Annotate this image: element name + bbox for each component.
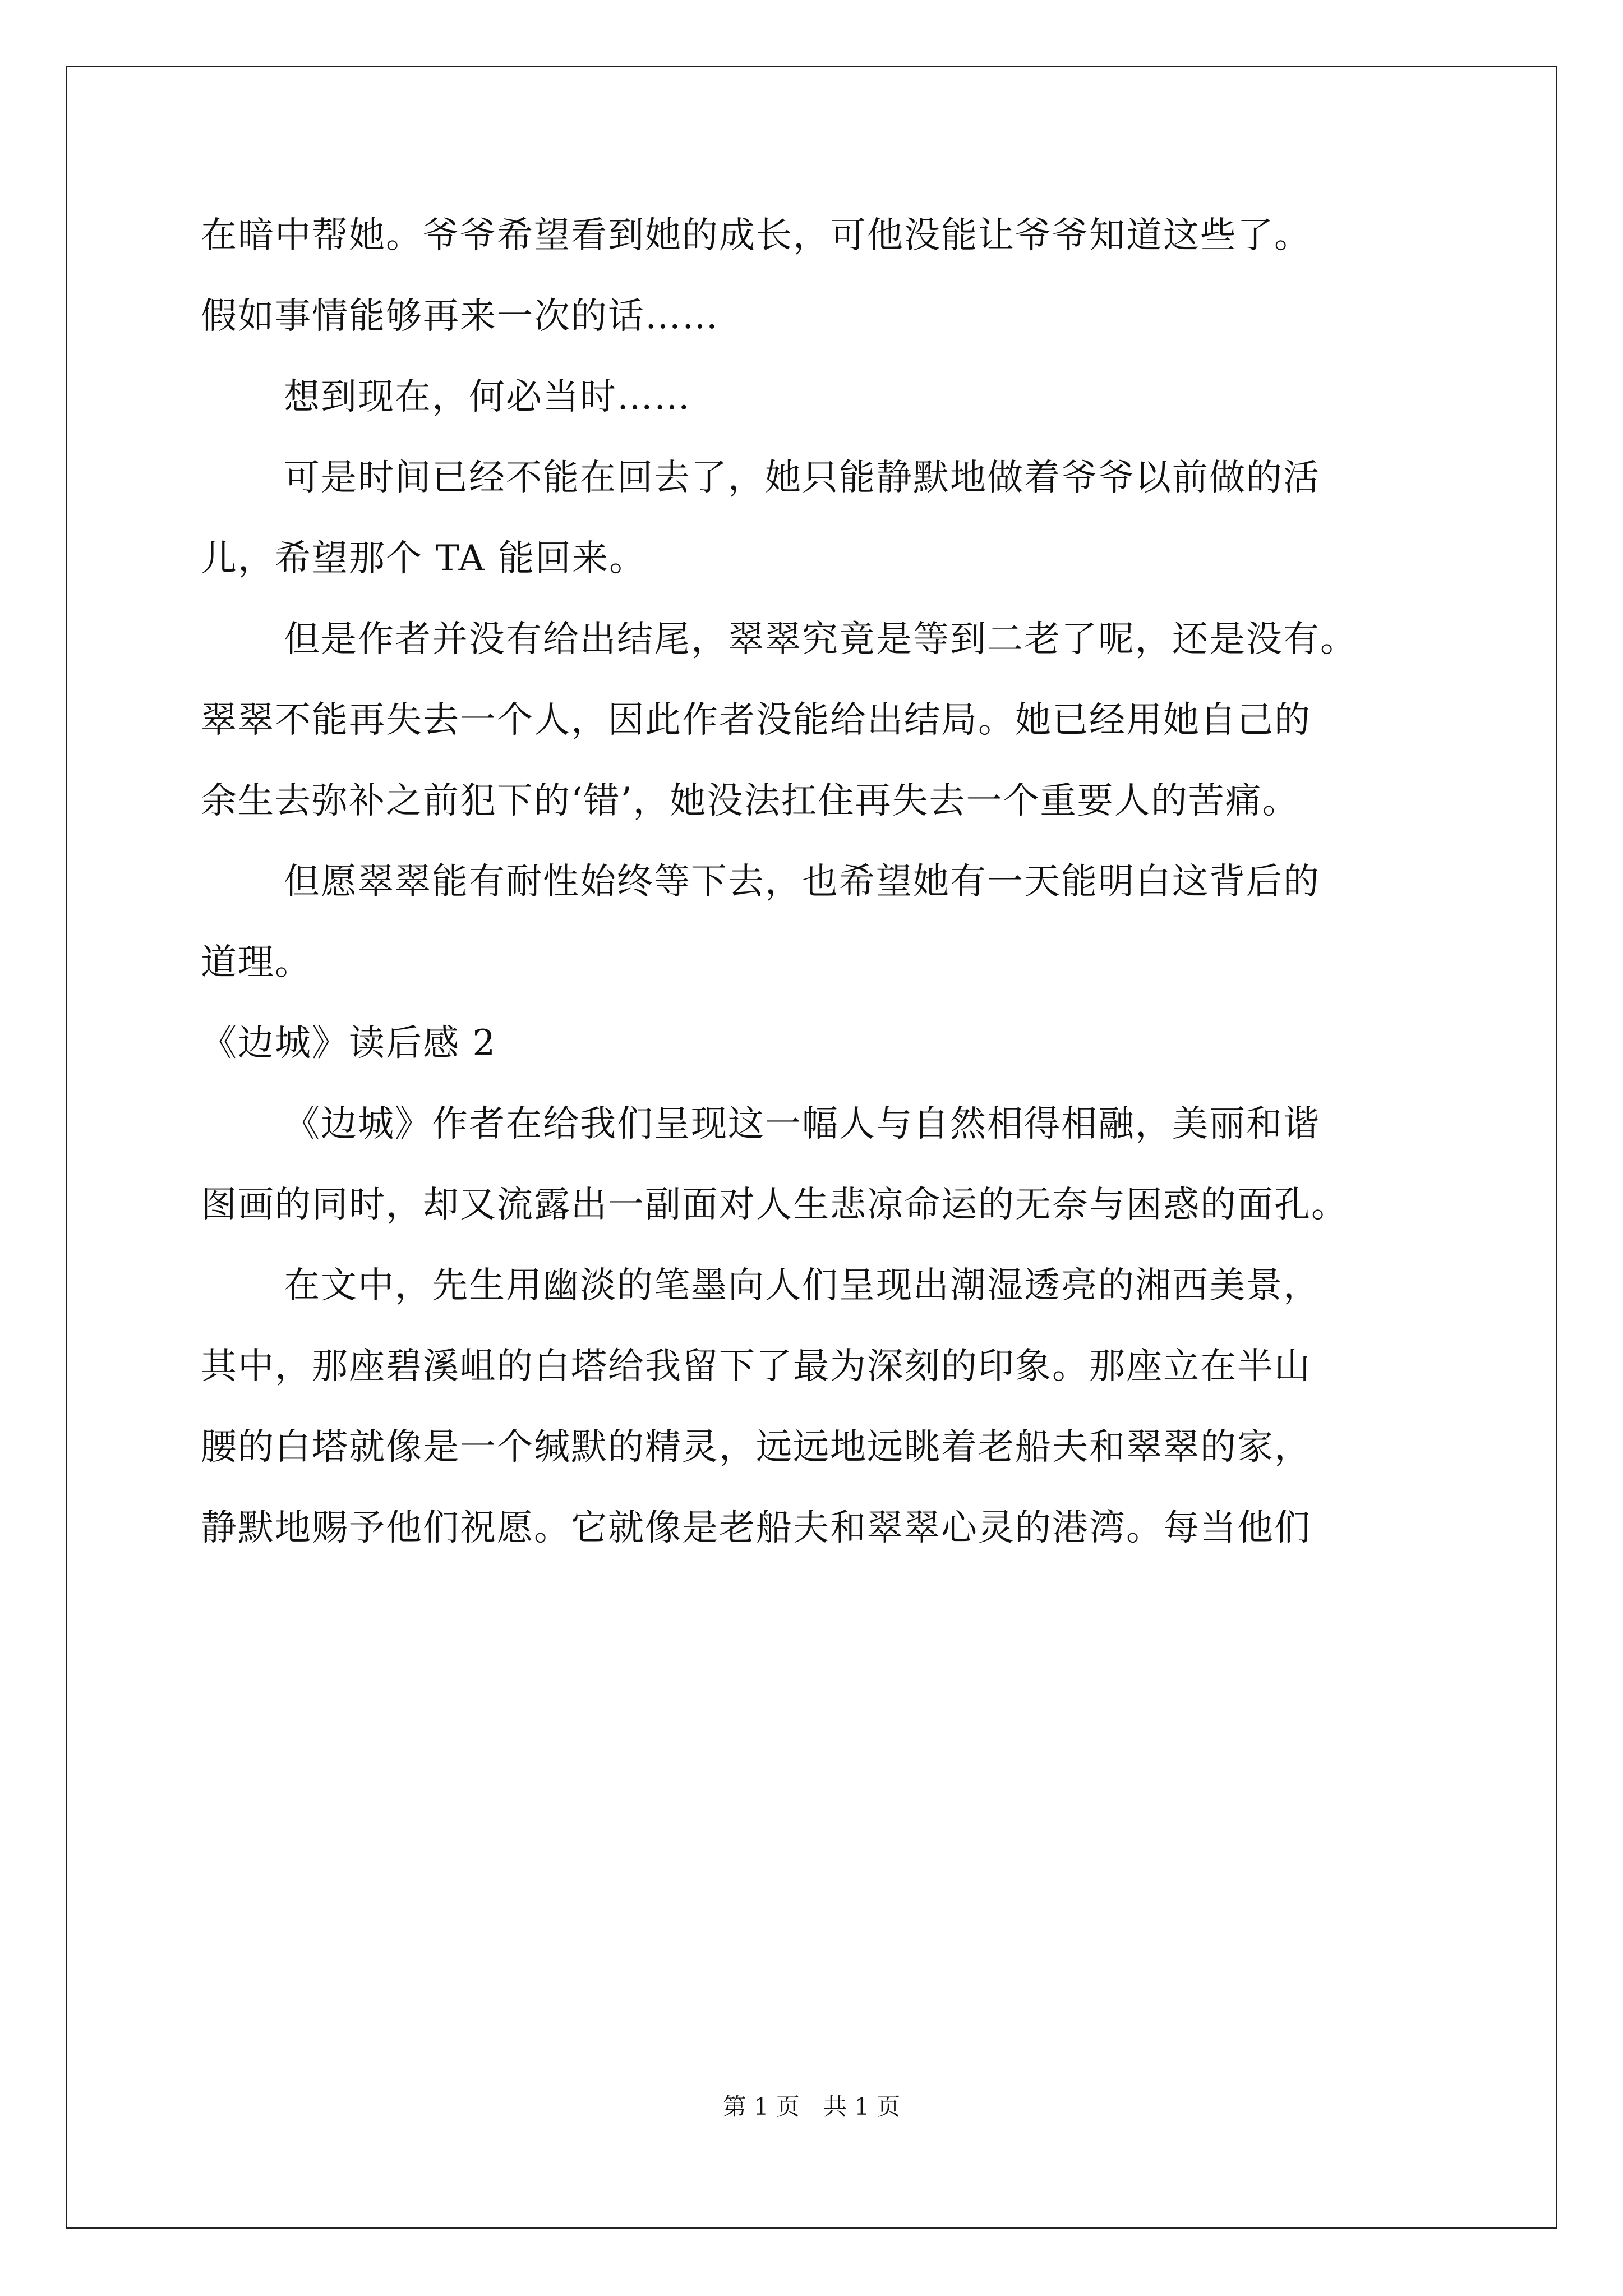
- paragraph-line: 在文中，先生用幽淡的笔墨向人们呈现出潮湿透亮的湘西美景，: [284, 1265, 1320, 1306]
- paragraph-line: 《边城》作者在给我们呈现这一幅人与自然相得相融，美丽和谐: [284, 1103, 1320, 1145]
- paragraph-line: 其中，那座碧溪岨的白塔给我留下了最为深刻的印象。那座立在半山: [201, 1346, 1311, 1387]
- paragraph-line: 假如事情能够再来一次的话……: [201, 296, 719, 337]
- paragraph-line: 但愿翠翠能有耐性始终等下去，也希望她有一天能明白这背后的: [284, 861, 1320, 903]
- paragraph-line: 儿，希望那个 TA 能回来。: [201, 538, 647, 579]
- paragraph-line: 翠翠不能再失去一个人，因此作者没能给出结局。她已经用她自己的: [201, 700, 1311, 741]
- paragraph-line: 想到现在，何必当时……: [284, 376, 691, 418]
- paragraph-line: 道理。: [201, 942, 312, 983]
- paragraph-line: 在暗中帮她。爷爷希望看到她的成长，可他没能让爷爷知道这些了。: [201, 215, 1311, 256]
- page-number-footer: 第 1 页 共 1 页: [722, 2093, 901, 2120]
- paragraph-line: 但是作者并没有给出结尾，翠翠究竟是等到二老了呢，还是没有。: [284, 619, 1357, 660]
- paragraph-line: 图画的同时，却又流露出一副面对人生悲凉命运的无奈与困惑的面孔。: [201, 1184, 1348, 1226]
- paragraph-line: 余生去弥补之前犯下的‘错’，她没法扛住再失去一个重要人的苦痛。: [201, 780, 1299, 822]
- section-heading: 《边城》读后感 2: [201, 1023, 497, 1064]
- paragraph-line: 可是时间已经不能在回去了，她只能静默地做着爷爷以前做的活: [284, 457, 1320, 499]
- paragraph-line: 静默地赐予他们祝愿。它就像是老船夫和翠翠心灵的港湾。每当他们: [201, 1507, 1311, 1549]
- paragraph-line: 腰的白塔就像是一个缄默的精灵，远远地远眺着老船夫和翠翠的家，: [201, 1427, 1311, 1468]
